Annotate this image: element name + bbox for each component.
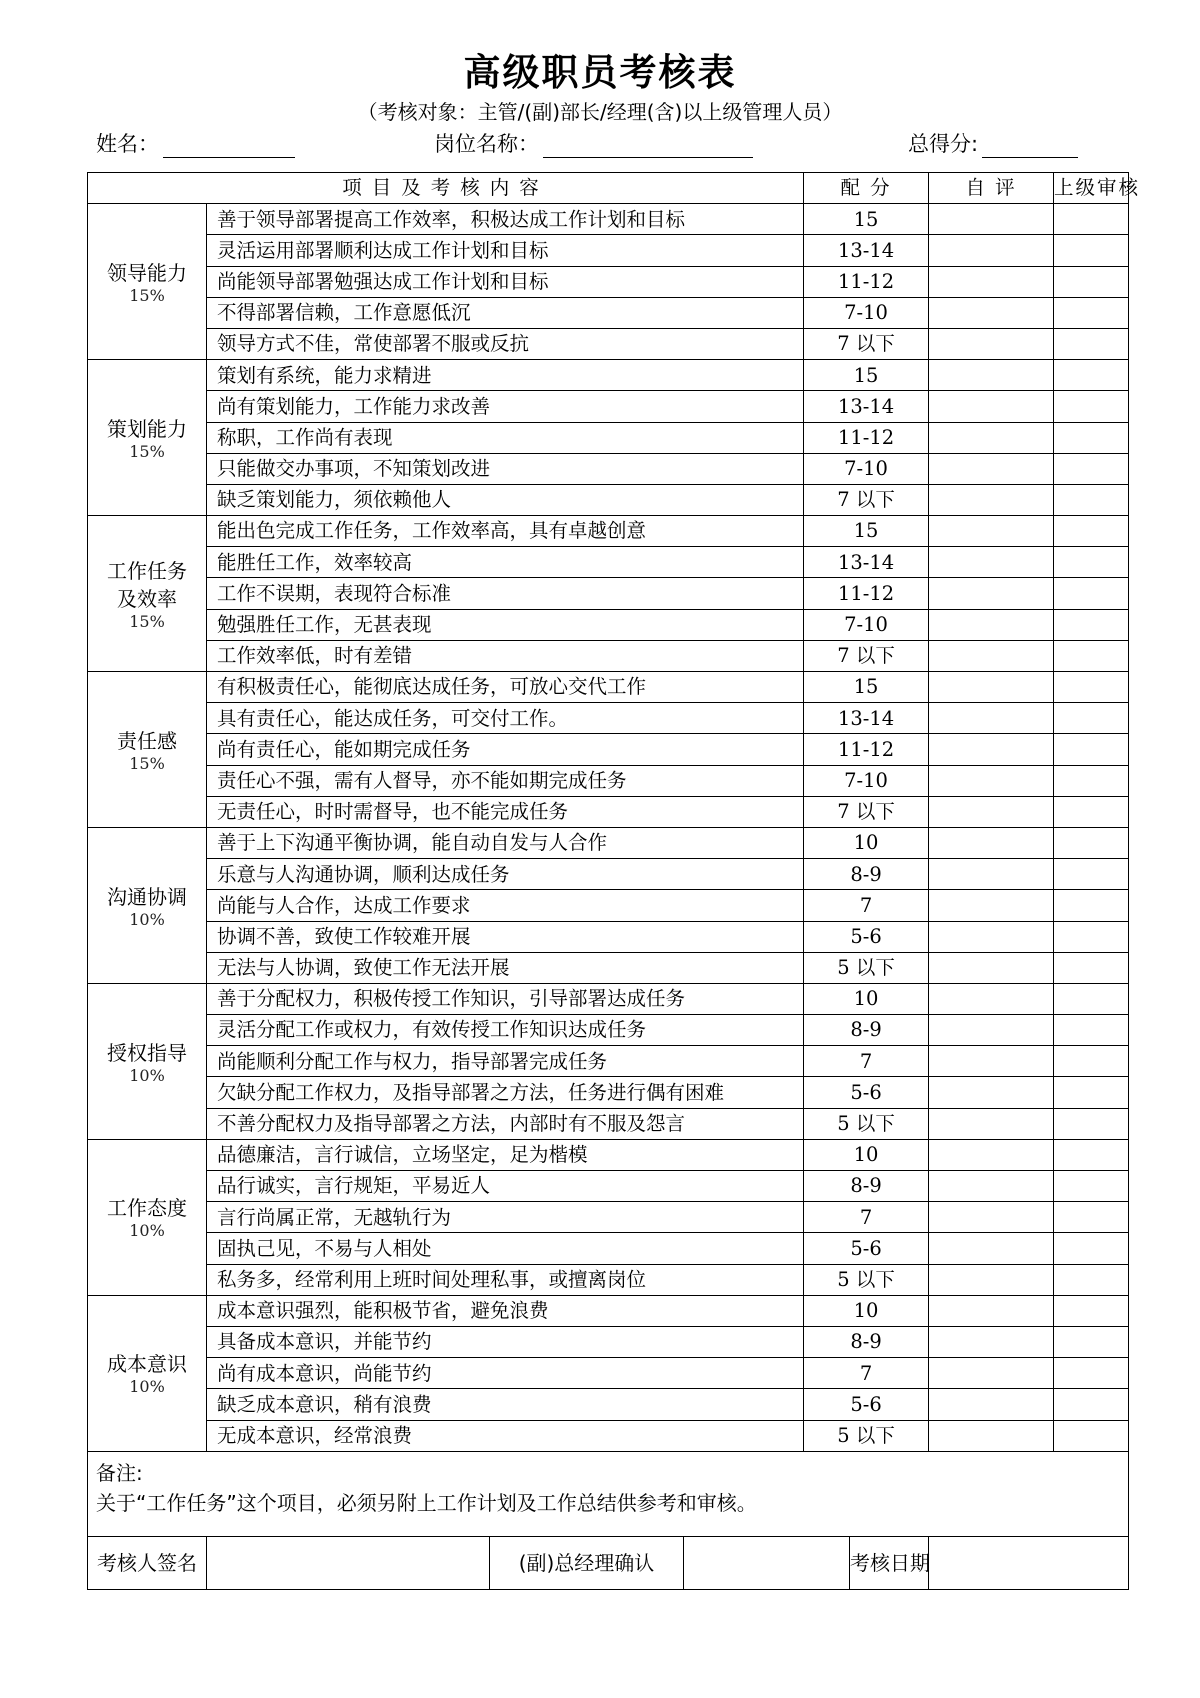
criteria-row [88,672,1129,703]
category-cell [88,360,207,516]
superior-review-cell[interactable] [1054,266,1129,297]
self-eval-cell[interactable] [929,360,1054,391]
category-name: 工作态度 [107,1196,187,1221]
position-field-group [434,128,753,158]
criteria-row [88,827,1129,858]
self-eval-cell[interactable] [929,422,1054,453]
superior-review-cell[interactable] [1054,1233,1129,1264]
date-label: 考核日期 [850,1536,929,1589]
criteria-score-range: 5 以下 [804,1264,929,1295]
criteria-score-range: 13-14 [804,235,929,266]
superior-review-cell[interactable] [1054,765,1129,796]
category-name: 策划能力 [107,416,187,441]
superior-review-cell[interactable] [1054,1326,1129,1357]
criteria-row [88,422,1129,453]
self-eval-cell[interactable] [929,796,1054,827]
category-cell [88,204,207,360]
criteria-row [88,1108,1129,1139]
criteria-description: 灵活运用部署顺利达成工作计划和目标 [207,235,804,266]
note-row [88,1451,1129,1536]
criteria-row [88,547,1129,578]
name-field-group [96,128,295,158]
criteria-score-range: 13-14 [804,547,929,578]
superior-review-cell[interactable] [1054,453,1129,484]
self-eval-cell[interactable] [929,1108,1054,1139]
criteria-description: 灵活分配工作或权力，有效传授工作知识达成任务 [207,1015,804,1046]
criteria-score-range: 8-9 [804,1015,929,1046]
criteria-score-range: 7-10 [804,765,929,796]
criteria-row [88,1264,1129,1295]
self-eval-cell[interactable] [929,547,1054,578]
criteria-row [88,578,1129,609]
superior-review-cell[interactable] [1054,1046,1129,1077]
info-row [96,128,1116,162]
criteria-score-range: 5-6 [804,1389,929,1420]
criteria-row [88,1077,1129,1108]
self-eval-cell[interactable] [929,1171,1054,1202]
criteria-score-range: 11-12 [804,422,929,453]
criteria-score-range: 11-12 [804,734,929,765]
category-weight: 10% [129,1377,165,1397]
self-eval-cell[interactable] [929,484,1054,515]
criteria-score-range: 10 [804,827,929,858]
criteria-description: 品行诚实，言行规矩，平易近人 [207,1171,804,1202]
criteria-description: 尚能与人合作，达成工作要求 [207,890,804,921]
superior-review-cell[interactable] [1054,1358,1129,1389]
total-input-line[interactable] [982,135,1078,158]
self-eval-cell[interactable] [929,1015,1054,1046]
criteria-score-range: 7 以下 [804,640,929,671]
position-input-line[interactable] [543,135,753,158]
criteria-row [88,1233,1129,1264]
criteria-description: 善于领导部署提高工作效率，积极达成工作计划和目标 [207,204,804,235]
superior-review-cell[interactable] [1054,1171,1129,1202]
self-eval-cell[interactable] [929,204,1054,235]
note-cell [88,1451,1129,1536]
criteria-score-range: 10 [804,983,929,1014]
category-weight: 15% [129,441,165,461]
header-item: 项目及考核内容 [88,173,804,204]
category-weight: 10% [129,1065,165,1085]
self-eval-cell[interactable] [929,609,1054,640]
category-cell [88,672,207,828]
self-eval-cell[interactable] [929,890,1054,921]
self-eval-cell[interactable] [929,1139,1054,1170]
criteria-description: 缺乏策划能力，须依赖他人 [207,484,804,515]
criteria-description: 能胜任工作，效率较高 [207,547,804,578]
superior-review-cell[interactable] [1054,235,1129,266]
criteria-description: 称职，工作尚有表现 [207,422,804,453]
criteria-description: 尚能顺利分配工作与权力，指导部署完成任务 [207,1046,804,1077]
criteria-description: 工作效率低，时有差错 [207,640,804,671]
superior-review-cell[interactable] [1054,952,1129,983]
criteria-row [88,1139,1129,1170]
self-eval-cell[interactable] [929,1077,1054,1108]
criteria-score-range: 7-10 [804,609,929,640]
criteria-score-range: 7 [804,1202,929,1233]
criteria-score-range: 5-6 [804,1077,929,1108]
criteria-score-range: 5-6 [804,921,929,952]
criteria-row [88,1389,1129,1420]
self-eval-cell[interactable] [929,859,1054,890]
self-eval-cell[interactable] [929,1389,1054,1420]
criteria-score-range: 8-9 [804,859,929,890]
superior-review-cell[interactable] [1054,921,1129,952]
criteria-row [88,1358,1129,1389]
superior-review-cell[interactable] [1054,1108,1129,1139]
category-cell [88,1295,207,1451]
criteria-score-range: 7 以下 [804,484,929,515]
self-eval-cell[interactable] [929,1295,1054,1326]
criteria-description: 有积极责任心，能彻底达成任务，可放心交代工作 [207,672,804,703]
criteria-description: 领导方式不佳，常使部署不服或反抗 [207,328,804,359]
self-eval-cell[interactable] [929,703,1054,734]
superior-review-cell[interactable] [1054,983,1129,1014]
criteria-score-range: 5 以下 [804,1420,929,1451]
criteria-row [88,983,1129,1014]
criteria-row [88,391,1129,422]
criteria-description: 缺乏成本意识，稍有浪费 [207,1389,804,1420]
category-cell [88,1139,207,1295]
self-eval-cell[interactable] [929,1046,1054,1077]
self-eval-cell[interactable] [929,983,1054,1014]
criteria-description: 具有责任心，能达成任务，可交付工作。 [207,703,804,734]
criteria-score-range: 10 [804,1295,929,1326]
criteria-score-range: 15 [804,204,929,235]
criteria-score-range: 5 以下 [804,1108,929,1139]
criteria-row [88,1295,1129,1326]
superior-review-cell[interactable] [1054,578,1129,609]
category-weight: 15% [129,285,165,305]
header-self-eval: 自 评 [929,173,1054,204]
self-eval-cell[interactable] [929,640,1054,671]
criteria-description: 品德廉洁，言行诚信，立场坚定，足为楷模 [207,1139,804,1170]
criteria-row [88,1202,1129,1233]
criteria-row [88,1015,1129,1046]
superior-review-cell[interactable] [1054,391,1129,422]
superior-review-cell[interactable] [1054,422,1129,453]
superior-review-cell[interactable] [1054,859,1129,890]
criteria-row [88,921,1129,952]
evaluation-table [87,172,1141,1590]
criteria-row [88,952,1129,983]
superior-review-cell[interactable] [1054,1077,1129,1108]
superior-review-cell[interactable] [1054,703,1129,734]
category-name: 领导能力 [107,260,187,285]
self-eval-cell[interactable] [929,1233,1054,1264]
criteria-description: 无法与人协调，致使工作无法开展 [207,952,804,983]
superior-review-cell[interactable] [1054,609,1129,640]
criteria-row [88,1326,1129,1357]
category-name: 责任感 [117,728,177,753]
note-text: 关于“工作任务”这个项目，必须另附上工作计划及工作总结供参考和审核。 [96,1490,757,1515]
criteria-row [88,640,1129,671]
criteria-row [88,1420,1129,1451]
criteria-row [88,516,1129,547]
criteria-row [88,1171,1129,1202]
self-eval-cell[interactable] [929,297,1054,328]
self-eval-cell[interactable] [929,1420,1054,1451]
total-label: 总得分: [908,132,979,156]
criteria-description: 工作不误期，表现符合标准 [207,578,804,609]
self-eval-cell[interactable] [929,952,1054,983]
form-title: 高级职员考核表 [463,51,737,94]
criteria-description: 乐意与人沟通协调，顺利达成任务 [207,859,804,890]
criteria-row [88,484,1129,515]
superior-review-cell[interactable] [1054,204,1129,235]
criteria-description: 勉强胜任工作，无甚表现 [207,609,804,640]
criteria-description: 只能做交办事项，不知策划改进 [207,453,804,484]
criteria-row [88,204,1129,235]
category-weight: 15% [129,611,165,631]
criteria-row [88,297,1129,328]
self-eval-cell[interactable] [929,328,1054,359]
self-eval-cell[interactable] [929,1264,1054,1295]
criteria-description: 无责任心，时时需督导，也不能完成任务 [207,796,804,827]
criteria-description: 尚能领导部署勉强达成工作计划和目标 [207,266,804,297]
name-label: 姓名： [96,132,159,156]
criteria-row [88,765,1129,796]
superior-review-cell[interactable] [1054,1389,1129,1420]
signature-row [88,1536,1129,1589]
criteria-score-range: 5-6 [804,1233,929,1264]
category-weight: 10% [129,909,165,929]
criteria-score-range: 11-12 [804,266,929,297]
category-name: 成本意识 [107,1352,187,1377]
criteria-description: 策划有系统，能力求精进 [207,360,804,391]
reviewer-sign-field[interactable] [207,1536,490,1589]
note-label: 备注: [96,1460,143,1485]
date-field[interactable] [929,1536,1129,1589]
superior-review-cell[interactable] [1054,1420,1129,1451]
header-score: 配 分 [804,173,929,204]
criteria-description: 尚有策划能力，工作能力求改善 [207,391,804,422]
self-eval-cell[interactable] [929,391,1054,422]
criteria-score-range: 15 [804,360,929,391]
criteria-description: 能出色完成工作任务，工作效率高，具有卓越创意 [207,516,804,547]
criteria-score-range: 10 [804,1139,929,1170]
criteria-row [88,703,1129,734]
criteria-description: 具备成本意识，并能节约 [207,1326,804,1357]
category-name: 授权指导 [107,1040,187,1065]
form-subtitle: （考核对象：主管/(副)部长/经理(含)以上级管理人员） [357,100,843,124]
criteria-description: 不善分配权力及指导部署之方法，内部时有不服及怨言 [207,1108,804,1139]
criteria-score-range: 7-10 [804,297,929,328]
superior-review-cell[interactable] [1054,360,1129,391]
criteria-score-range: 7 以下 [804,328,929,359]
criteria-description: 无成本意识，经常浪费 [207,1420,804,1451]
criteria-score-range: 13-14 [804,703,929,734]
superior-review-cell[interactable] [1054,297,1129,328]
criteria-score-range: 8-9 [804,1171,929,1202]
criteria-row [88,453,1129,484]
table-header-row [88,173,1129,204]
criteria-row [88,796,1129,827]
criteria-description: 固执己见，不易与人相处 [207,1233,804,1264]
superior-review-cell[interactable] [1054,796,1129,827]
category-cell [88,516,207,672]
superior-review-cell[interactable] [1054,547,1129,578]
criteria-row [88,890,1129,921]
criteria-description: 尚有成本意识，尚能节约 [207,1358,804,1389]
criteria-row [88,859,1129,890]
self-eval-cell[interactable] [929,266,1054,297]
criteria-row [88,328,1129,359]
criteria-row [88,1046,1129,1077]
criteria-description: 责任心不强，需有人督导，亦不能如期完成任务 [207,765,804,796]
header-superior-review: 上级审核 [1054,173,1129,204]
self-eval-cell[interactable] [929,578,1054,609]
superior-review-cell[interactable] [1054,734,1129,765]
total-field-group [908,128,1078,158]
superior-review-cell[interactable] [1054,1264,1129,1295]
category-name: 沟通协调 [107,884,187,909]
self-eval-cell[interactable] [929,516,1054,547]
criteria-description: 善于分配权力，积极传授工作知识，引导部署达成任务 [207,983,804,1014]
criteria-description: 言行尚属正常，无越轨行为 [207,1202,804,1233]
name-input-line[interactable] [163,135,295,158]
gm-confirm-label: (副)总经理确认 [490,1536,684,1589]
criteria-description: 不得部署信赖，工作意愿低沉 [207,297,804,328]
superior-review-cell[interactable] [1054,1015,1129,1046]
criteria-score-range: 7 以下 [804,796,929,827]
reviewer-sign-label: 考核人签名 [88,1536,207,1589]
self-eval-cell[interactable] [929,1326,1054,1357]
criteria-row [88,609,1129,640]
position-label: 岗位名称： [434,132,539,156]
criteria-description: 协调不善，致使工作较难开展 [207,921,804,952]
criteria-description: 尚有责任心，能如期完成任务 [207,734,804,765]
category-weight: 10% [129,1221,165,1241]
superior-review-cell[interactable] [1054,1295,1129,1326]
superior-review-cell[interactable] [1054,328,1129,359]
criteria-description: 善于上下沟通平衡协调，能自动自发与人合作 [207,827,804,858]
superior-review-cell[interactable] [1054,890,1129,921]
criteria-score-range: 7 [804,1046,929,1077]
self-eval-cell[interactable] [929,1358,1054,1389]
self-eval-cell[interactable] [929,921,1054,952]
category-cell [88,983,207,1139]
superior-review-cell[interactable] [1054,1202,1129,1233]
self-eval-cell[interactable] [929,453,1054,484]
criteria-score-range: 8-9 [804,1326,929,1357]
criteria-score-range: 7 [804,1358,929,1389]
criteria-description: 私务多，经常利用上班时间处理私事，或擅离岗位 [207,1264,804,1295]
criteria-row [88,360,1129,391]
self-eval-cell[interactable] [929,734,1054,765]
criteria-score-range: 5 以下 [804,952,929,983]
criteria-score-range: 15 [804,672,929,703]
category-name: 工作任务及效率 [107,558,187,611]
criteria-row [88,235,1129,266]
criteria-score-range: 15 [804,516,929,547]
self-eval-cell[interactable] [929,827,1054,858]
superior-review-cell[interactable] [1054,1139,1129,1170]
self-eval-cell[interactable] [929,235,1054,266]
superior-review-cell[interactable] [1054,484,1129,515]
superior-review-cell[interactable] [1054,672,1129,703]
superior-review-cell[interactable] [1054,640,1129,671]
self-eval-cell[interactable] [929,765,1054,796]
gm-confirm-field[interactable] [684,1536,850,1589]
criteria-score-range: 7-10 [804,453,929,484]
criteria-row [88,266,1129,297]
self-eval-cell[interactable] [929,672,1054,703]
criteria-description: 欠缺分配工作权力，及指导部署之方法，任务进行偶有困难 [207,1077,804,1108]
criteria-description: 成本意识强烈，能积极节省，避免浪费 [207,1295,804,1326]
category-cell [88,827,207,983]
superior-review-cell[interactable] [1054,516,1129,547]
category-weight: 15% [129,753,165,773]
superior-review-cell[interactable] [1054,827,1129,858]
criteria-score-range: 13-14 [804,391,929,422]
self-eval-cell[interactable] [929,1202,1054,1233]
criteria-row [88,734,1129,765]
criteria-score-range: 11-12 [804,578,929,609]
criteria-score-range: 7 [804,890,929,921]
